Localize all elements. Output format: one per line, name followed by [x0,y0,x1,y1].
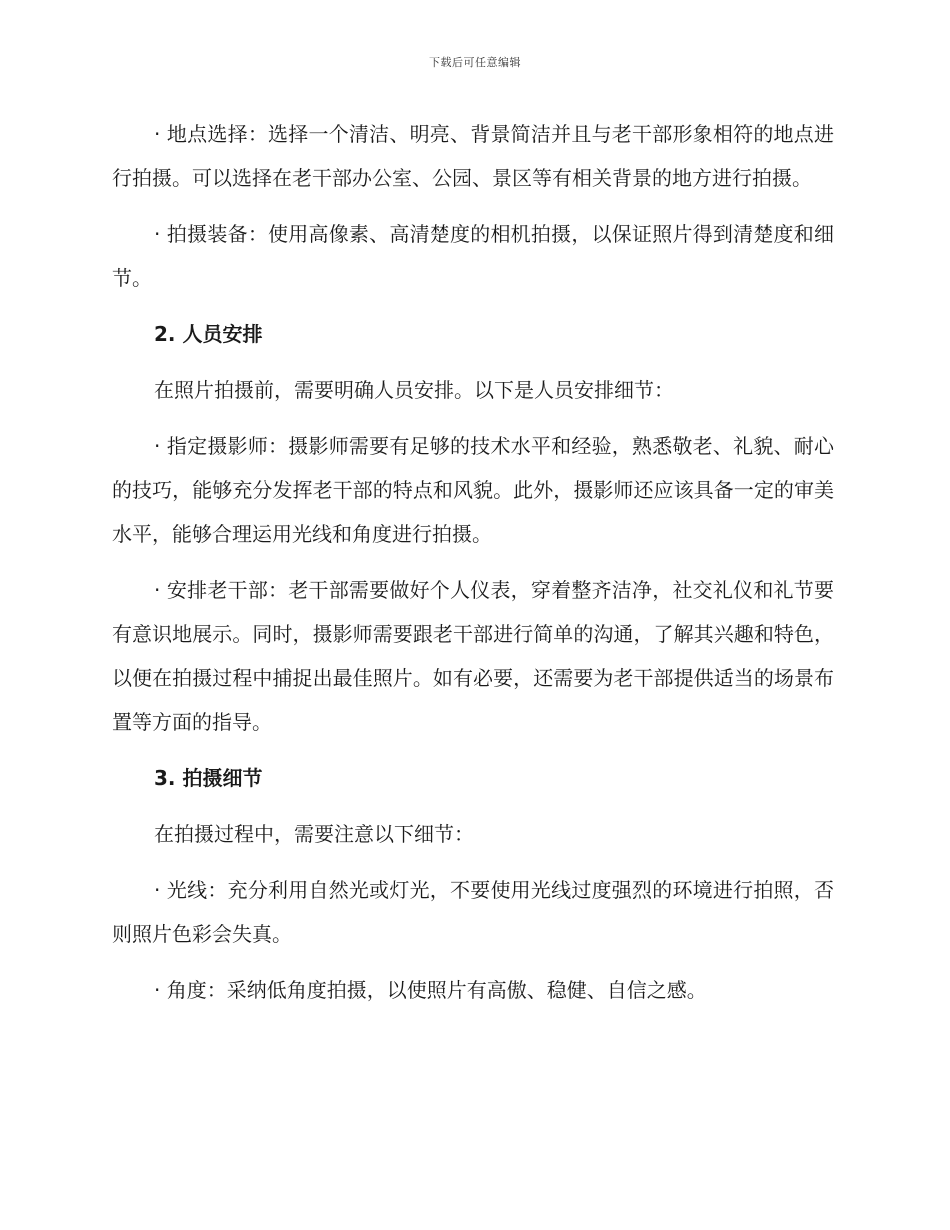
paragraph-photographer: · 指定摄影师：摄影师需要有足够的技术水平和经验，熟悉敬老、礼貌、耐心的技巧，能够充分发挥老干部的特点和风貌。此外，摄影师还应该具备一定的审美水平，能够合理运用光线和角度进行拍摄。 [112,434,834,546]
paragraph-cadres: · 安排老干部：老干部需要做好个人仪表，穿着整齐洁净，社交礼仪和礼节要有意识地展示。同时，摄影师需要跟老干部进行简单的沟通，了解其兴趣和特色，以便在拍摄过程中捕捉出最佳照片。如有必要，还需要为老干部提供适当的场景布置等方面的指导。 [112,578,834,734]
paragraph-personnel-intro: 在照片拍摄前，需要明确人员安排。以下是人员安排细节： [154,378,674,402]
document-body [112,112,834,1024]
paragraph-lighting: · 光线：充分利用自然光或灯光，不要使用光线过度强烈的环境进行拍照，否则照片色彩会失真。 [112,878,834,946]
paragraph-angle: · 角度：采纳低角度拍摄，以使照片有高傲、稳健、自信之感。 [154,978,707,1002]
paragraph-equipment: · 拍摄装备：使用高像素、高清楚度的相机拍摄，以保证照片得到清楚度和细节。 [112,222,834,290]
page-header: 下载后可任意编辑 [429,56,521,69]
paragraph-location: · 地点选择：选择一个清洁、明亮、背景简洁并且与老干部形象相符的地点进行拍摄。可以选择在老干部办公室、公园、景区等有相关背景的地方进行拍摄。 [112,122,834,190]
section-heading-details: 3. 拍摄细节 [154,766,263,790]
section-heading-personnel: 2. 人员安排 [154,322,263,346]
paragraph-details-intro: 在拍摄过程中，需要注意以下细节： [154,822,474,846]
